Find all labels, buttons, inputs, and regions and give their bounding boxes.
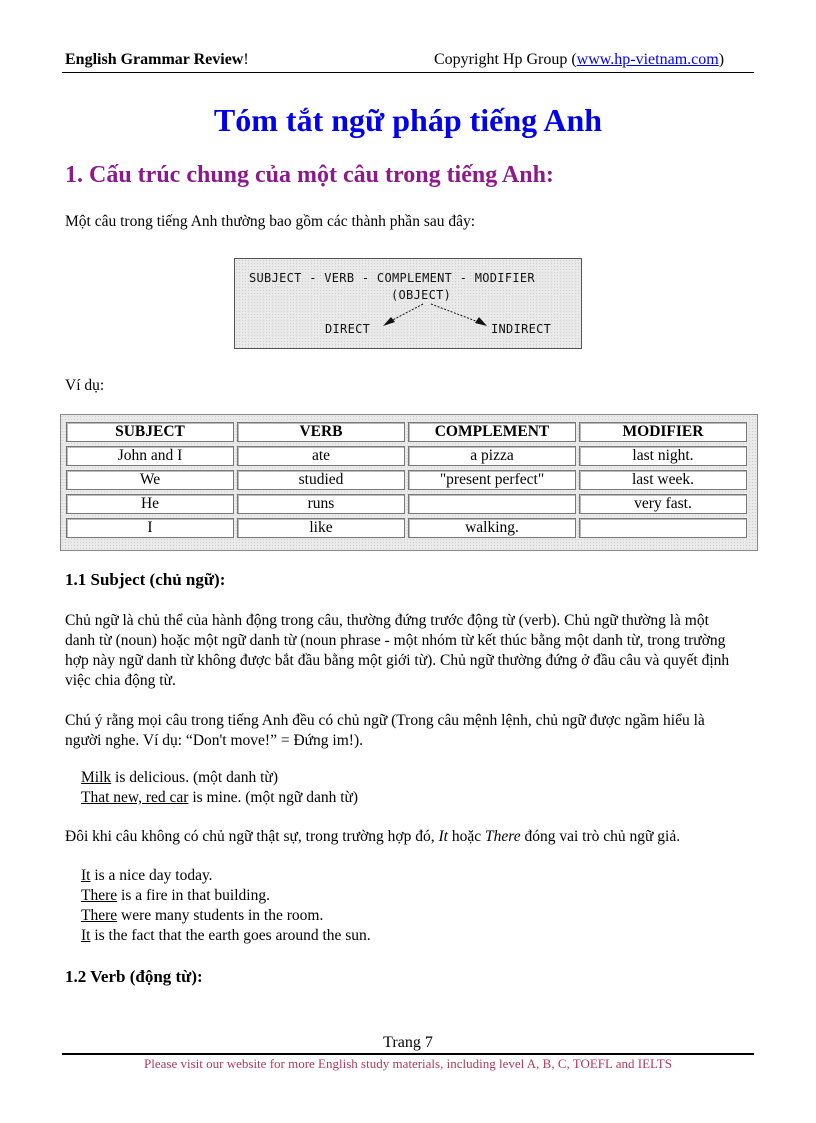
arrowhead-indirect — [475, 317, 487, 326]
section-heading: 1. Cấu trúc chung của một câu trong tiếng Anh: — [65, 162, 554, 188]
diagram-indirect-label: INDIRECT — [491, 322, 552, 336]
table-cell — [408, 494, 576, 514]
example-line: Milk is delicious. (một danh từ) — [81, 769, 278, 786]
table-cell: like — [237, 518, 405, 538]
table-row — [66, 470, 747, 490]
subject-paragraph-3: Đôi khi câu không có chủ ngữ thật sự, trong trường hợp đó, It hoặc There đóng vai trò chủ ngữ giả. — [65, 828, 681, 845]
table-row — [66, 446, 747, 466]
footer-divider — [62, 1053, 754, 1055]
example-line: There were many students in the room. — [81, 907, 324, 924]
header-cell: VERB — [237, 422, 405, 442]
header-copyright: Copyright Hp Group (www.hp-vietnam.com) — [434, 51, 725, 68]
header-cell: COMPLEMENT — [408, 422, 576, 442]
table-cell: very fast. — [579, 494, 747, 514]
example-line: That new, red car is mine. (một ngữ danh từ) — [81, 789, 359, 806]
diagram-direct-label: DIRECT — [325, 322, 371, 336]
subsection-heading-verb: 1.2 Verb (động từ): — [65, 967, 203, 986]
example-label: Ví dụ: — [65, 377, 105, 394]
table-cell: a pizza — [408, 446, 576, 466]
table-cell — [579, 518, 747, 538]
table-cell: studied — [237, 470, 405, 490]
table-cell: "present perfect" — [408, 470, 576, 490]
example-line: It is the fact that the earth goes around the sun. — [81, 927, 371, 944]
table-cell: John and I — [66, 446, 234, 466]
page-title: Tóm tắt ngữ pháp tiếng Anh — [213, 102, 603, 138]
subject-examples-2 — [81, 866, 371, 946]
table-cell: last week. — [579, 470, 747, 490]
header-cell: SUBJECT — [66, 422, 234, 442]
example-line: It is a nice day today. — [81, 867, 213, 884]
subject-paragraph-2: Chú ý rằng mọi câu trong tiếng Anh đều có chủ ngữ (Trong câu mệnh lệnh, chủ ngữ được ngầm hiểu là người nghe. Ví dụ: “Don't move!” = Đứng im!). — [65, 712, 705, 749]
table-cell: We — [66, 470, 234, 490]
table-row — [66, 494, 747, 514]
diagram-line-1: SUBJECT - VERB - COMPLEMENT - MODIFIER — [249, 271, 535, 285]
table-row — [66, 518, 747, 538]
table-cell: runs — [237, 494, 405, 514]
table-cell: walking. — [408, 518, 576, 538]
table-cell: last night. — [579, 446, 747, 466]
diagram-arrows — [235, 259, 581, 348]
header-cell: MODIFIER — [579, 422, 747, 442]
intro-text: Một câu trong tiếng Anh thường bao gồm các thành phần sau đây: — [65, 213, 476, 230]
header-title: English Grammar Review! — [65, 51, 249, 68]
page-number: Trang 7 — [383, 1034, 433, 1051]
example-line: There is a fire in that building. — [81, 887, 270, 904]
subsection-heading-subject: 1.1 Subject (chủ ngữ): — [65, 570, 226, 589]
header-divider — [62, 72, 754, 73]
diagram-line-2: (OBJECT) — [391, 288, 452, 302]
table-cell: He — [66, 494, 234, 514]
arrow-indirect — [431, 304, 481, 323]
table-header-row — [66, 422, 747, 442]
grammar-table — [60, 414, 758, 551]
table-cell: ate — [237, 446, 405, 466]
footer-note: Please visit our website for more English study materials, including level A, B, C, TOEFL and IELTS — [144, 1056, 672, 1071]
sentence-structure-diagram — [234, 258, 582, 349]
arrowhead-direct — [383, 317, 395, 326]
subject-paragraph-1: Chủ ngữ là chủ thể của hành động trong câu, thường đứng trước động từ (verb). Chủ ngữ thường là một danh từ (noun) hoặc một ngữ danh từ (noun phrase - một nhóm từ kết thúc bằng một danh từ, trong trường hợp này ngữ danh từ không được bắt đầu bằng một giới từ). Chủ ngữ thường đứng ở đầu câu và quyết định việc chia động từ. — [65, 612, 730, 689]
website-link[interactable]: www.hp-vietnam.com — [576, 51, 719, 68]
table-cell: I — [66, 518, 234, 538]
subject-examples-1 — [81, 768, 358, 808]
